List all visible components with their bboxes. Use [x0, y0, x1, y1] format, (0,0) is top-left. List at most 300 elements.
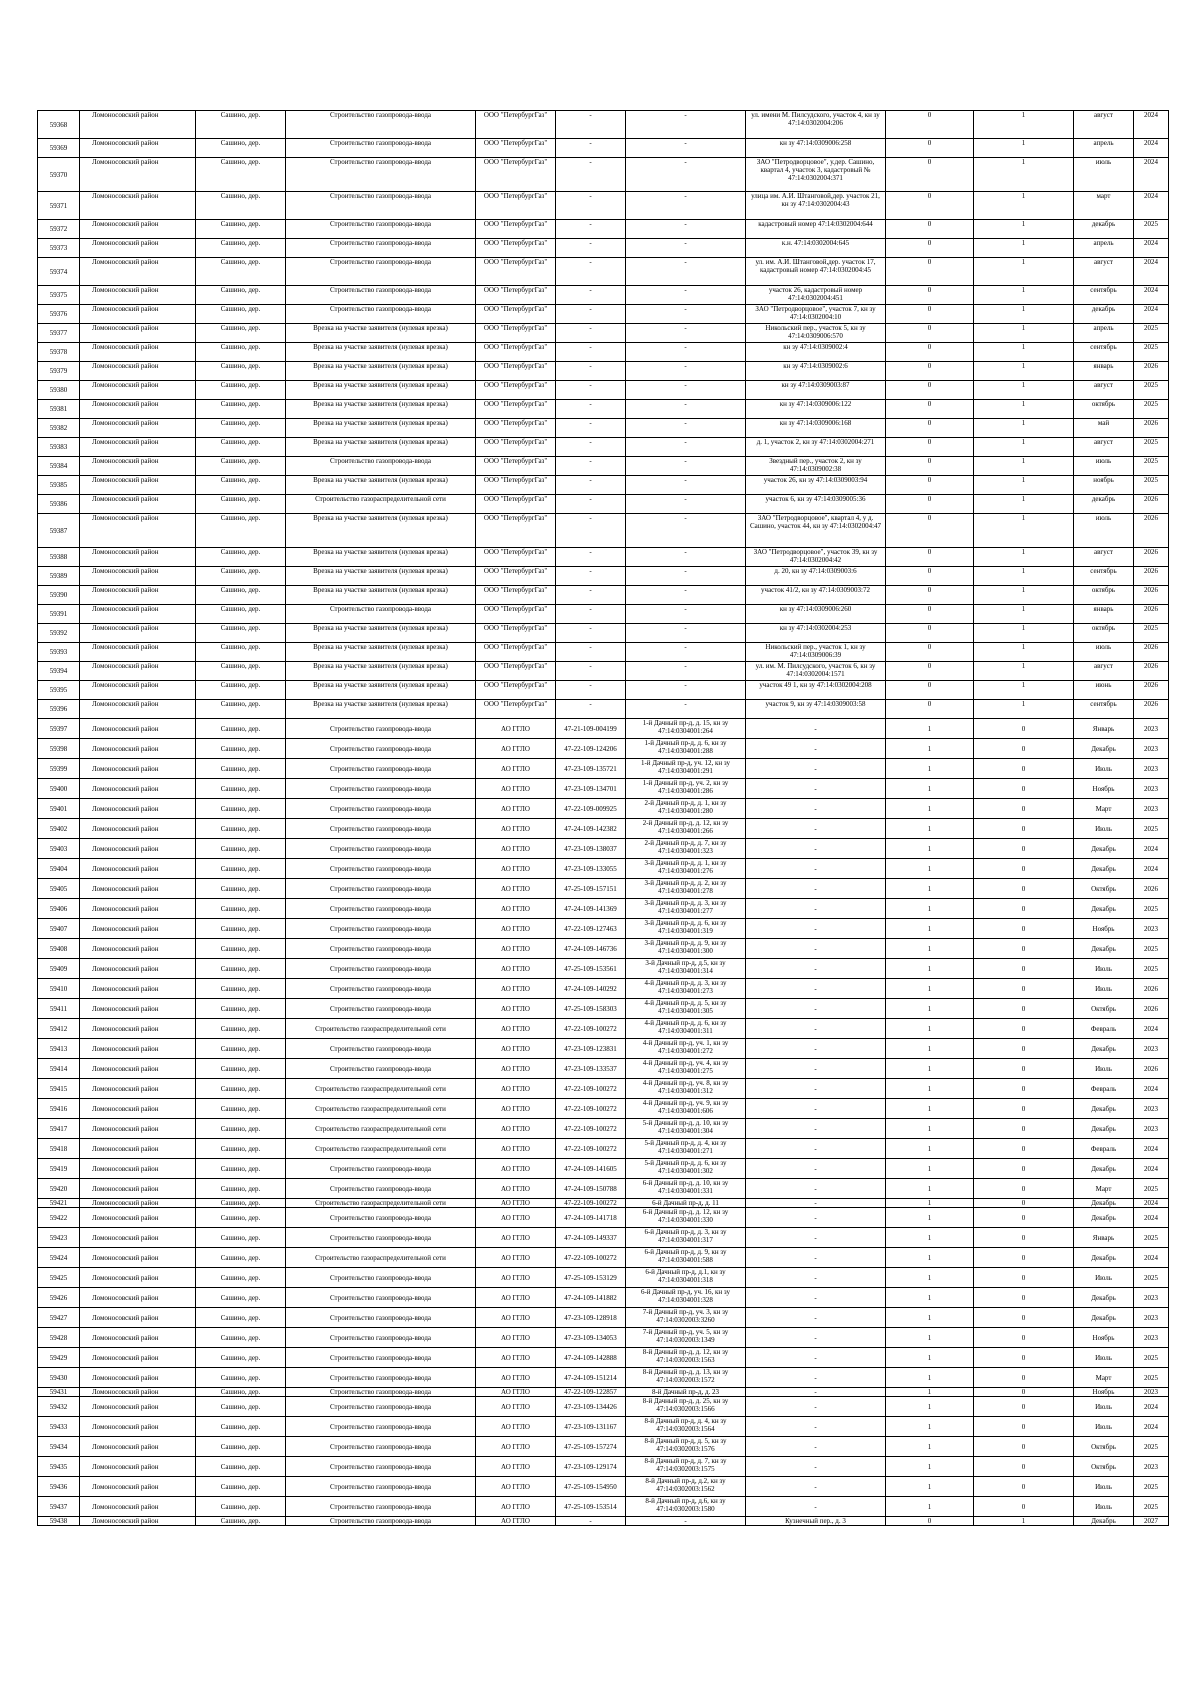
year-cell: 2024	[1134, 286, 1169, 305]
organization-cell: АО ГГЛО	[476, 1039, 556, 1059]
address-cell: 2-й Дачный пр-д, д. 1, кн зу 47:14:0304001:280	[626, 799, 746, 819]
address-cell: 6-й Дачный пр-д, д. 10, кн зу 47:14:0304001:331	[626, 1179, 746, 1199]
count-a-cell: 1	[886, 779, 974, 799]
row-id-cell: 59373	[38, 239, 80, 258]
year-cell: 2025	[1134, 1437, 1169, 1457]
count-b-cell: 0	[974, 1497, 1074, 1517]
application-code-cell: -	[556, 324, 626, 343]
address-alt-cell: -	[746, 919, 886, 939]
locality-cell: Сашино, дер.	[196, 1417, 286, 1437]
count-a-cell: 0	[886, 239, 974, 258]
year-cell: 2024	[1134, 111, 1169, 139]
address-alt-cell: к.н. 47:14:0302004:645	[746, 239, 886, 258]
table-row	[38, 1228, 1169, 1248]
application-code-cell: -	[556, 662, 626, 681]
application-code-cell: -	[556, 438, 626, 457]
count-b-cell: 0	[974, 1417, 1074, 1437]
table-row	[38, 362, 1169, 381]
count-a-cell: 0	[886, 158, 974, 192]
month-cell: Январь	[1074, 719, 1134, 739]
table-row	[38, 1288, 1169, 1308]
organization-cell: АО ГГЛО	[476, 1457, 556, 1477]
count-a-cell: 1	[886, 919, 974, 939]
count-a-cell: 1	[886, 999, 974, 1019]
application-code-cell: 47-23-109-134426	[556, 1397, 626, 1417]
organization-cell: АО ГГЛО	[476, 939, 556, 959]
address-cell: 6-й Дачный пр-д, д. 3, кн зу 47:14:0304001:317	[626, 1228, 746, 1248]
organization-cell: ООО "ПетербургГаз"	[476, 381, 556, 400]
table-row	[38, 192, 1169, 220]
count-a-cell: 0	[886, 305, 974, 324]
organization-cell: АО ГГЛО	[476, 1179, 556, 1199]
row-id-cell: 59399	[38, 759, 80, 779]
count-b-cell: 0	[974, 1388, 1074, 1397]
organization-cell: ООО "ПетербургГаз"	[476, 192, 556, 220]
locality-cell: Сашино, дер.	[196, 779, 286, 799]
year-cell: 2026	[1134, 605, 1169, 624]
district-cell: Ломоносовский район	[80, 192, 196, 220]
address-alt-cell: ЗАО "Петродворцовое", у.дер. Сашино, квартал 4, участок 3, кадастровый № 47:14:0302004:371	[746, 158, 886, 192]
work-type-cell: Строительство газопровода-ввода	[286, 192, 476, 220]
table-row	[38, 1099, 1169, 1119]
year-cell: 2026	[1134, 419, 1169, 438]
work-type-cell: Строительство газопровода-ввода	[286, 111, 476, 139]
address-alt-cell: -	[746, 799, 886, 819]
address-alt-cell: -	[746, 759, 886, 779]
month-cell: май	[1074, 419, 1134, 438]
application-code-cell: -	[556, 305, 626, 324]
address-alt-cell: участок 9, кн зу 47:14:0309003:58	[746, 700, 886, 719]
count-a-cell: 1	[886, 1457, 974, 1477]
application-code-cell: 47-24-109-141718	[556, 1208, 626, 1228]
row-id-cell: 59412	[38, 1019, 80, 1039]
row-id-cell: 59404	[38, 859, 80, 879]
month-cell: Ноябрь	[1074, 779, 1134, 799]
district-cell: Ломоносовский район	[80, 1417, 196, 1437]
table-row	[38, 1019, 1169, 1039]
locality-cell: Сашино, дер.	[196, 1437, 286, 1457]
address-cell: -	[626, 438, 746, 457]
organization-cell: ООО "ПетербургГаз"	[476, 700, 556, 719]
district-cell: Ломоносовский район	[80, 286, 196, 305]
district-cell: Ломоносовский район	[80, 239, 196, 258]
application-code-cell: -	[556, 220, 626, 239]
district-cell: Ломоносовский район	[80, 495, 196, 514]
district-cell: Ломоносовский район	[80, 1079, 196, 1099]
address-alt-cell: -	[746, 1348, 886, 1368]
locality-cell: Сашино, дер.	[196, 1517, 286, 1526]
address-cell: -	[626, 381, 746, 400]
application-code-cell: 47-22-109-100272	[556, 1079, 626, 1099]
count-a-cell: 1	[886, 1248, 974, 1268]
count-b-cell: 0	[974, 839, 1074, 859]
organization-cell: АО ГГЛО	[476, 1388, 556, 1397]
work-type-cell: Врезка на участке заявителя (нулевая врезка)	[286, 643, 476, 662]
address-cell: 3-й Дачный пр-д, д. 9, кн зу 47:14:0304001:300	[626, 939, 746, 959]
district-cell: Ломоносовский район	[80, 624, 196, 643]
locality-cell: Сашино, дер.	[196, 719, 286, 739]
district-cell: Ломоносовский район	[80, 139, 196, 158]
count-a-cell: 0	[886, 362, 974, 381]
count-b-cell: 1	[974, 567, 1074, 586]
table-row	[38, 1119, 1169, 1139]
district-cell: Ломоносовский район	[80, 1437, 196, 1457]
application-code-cell: 47-22-109-124206	[556, 739, 626, 759]
table-row	[38, 220, 1169, 239]
count-a-cell: 1	[886, 819, 974, 839]
table-row	[38, 719, 1169, 739]
address-cell: -	[626, 239, 746, 258]
organization-cell: ООО "ПетербургГаз"	[476, 624, 556, 643]
row-id-cell: 59370	[38, 158, 80, 192]
address-cell: -	[626, 400, 746, 419]
count-b-cell: 0	[974, 799, 1074, 819]
table-row	[38, 1417, 1169, 1437]
work-type-cell: Строительство газораспределительной сети	[286, 495, 476, 514]
district-cell: Ломоносовский район	[80, 1208, 196, 1228]
work-type-cell: Строительство газопровода-ввода	[286, 779, 476, 799]
table-row	[38, 624, 1169, 643]
row-id-cell: 59384	[38, 457, 80, 476]
organization-cell: ООО "ПетербургГаз"	[476, 586, 556, 605]
organization-cell: АО ГГЛО	[476, 899, 556, 919]
address-alt-cell: -	[746, 899, 886, 919]
address-alt-cell: д. 20, кн зу 47:14:0309003:6	[746, 567, 886, 586]
year-cell: 2023	[1134, 1308, 1169, 1328]
application-code-cell: -	[556, 605, 626, 624]
count-b-cell: 1	[974, 419, 1074, 438]
application-code-cell: -	[556, 111, 626, 139]
table-row	[38, 1248, 1169, 1268]
address-cell: -	[626, 662, 746, 681]
row-id-cell: 59372	[38, 220, 80, 239]
application-code-cell: 47-24-109-141369	[556, 899, 626, 919]
table-row	[38, 879, 1169, 899]
row-id-cell: 59403	[38, 839, 80, 859]
locality-cell: Сашино, дер.	[196, 939, 286, 959]
work-type-cell: Строительство газопровода-ввода	[286, 839, 476, 859]
count-b-cell: 1	[974, 111, 1074, 139]
count-b-cell: 0	[974, 1199, 1074, 1208]
address-cell: -	[626, 624, 746, 643]
address-cell: 1-й Дачный пр-д, уч. 2, кн зу 47:14:0304001:286	[626, 779, 746, 799]
address-alt-cell: -	[746, 739, 886, 759]
table-row	[38, 286, 1169, 305]
table-row	[38, 567, 1169, 586]
row-id-cell: 59433	[38, 1417, 80, 1437]
year-cell: 2024	[1134, 1208, 1169, 1228]
row-id-cell: 59437	[38, 1497, 80, 1517]
work-type-cell: Строительство газопровода-ввода	[286, 939, 476, 959]
address-alt-cell: -	[746, 1119, 886, 1139]
address-cell: -	[626, 1517, 746, 1526]
locality-cell: Сашино, дер.	[196, 586, 286, 605]
year-cell: 2023	[1134, 779, 1169, 799]
work-type-cell: Строительство газопровода-ввода	[286, 1388, 476, 1397]
row-id-cell: 59434	[38, 1437, 80, 1457]
table-row	[38, 779, 1169, 799]
address-cell: 8-й Дачный пр-д, д.2, кн зу 47:14:0302003:1562	[626, 1477, 746, 1497]
row-id-cell: 59381	[38, 400, 80, 419]
address-alt-cell: -	[746, 719, 886, 739]
locality-cell: Сашино, дер.	[196, 158, 286, 192]
address-alt-cell: кн зу 47:14:0309003:87	[746, 381, 886, 400]
address-alt-cell: -	[746, 1019, 886, 1039]
count-b-cell: 1	[974, 158, 1074, 192]
table-row	[38, 111, 1169, 139]
count-a-cell: 1	[886, 839, 974, 859]
organization-cell: АО ГГЛО	[476, 1517, 556, 1526]
count-a-cell: 0	[886, 324, 974, 343]
count-a-cell: 0	[886, 220, 974, 239]
row-id-cell: 59368	[38, 111, 80, 139]
count-a-cell: 0	[886, 548, 974, 567]
district-cell: Ломоносовский район	[80, 899, 196, 919]
work-type-cell: Врезка на участке заявителя (нулевая врезка)	[286, 400, 476, 419]
work-type-cell: Врезка на участке заявителя (нулевая врезка)	[286, 381, 476, 400]
year-cell: 2024	[1134, 192, 1169, 220]
month-cell: март	[1074, 192, 1134, 220]
row-id-cell: 59430	[38, 1368, 80, 1388]
organization-cell: ООО "ПетербургГаз"	[476, 220, 556, 239]
address-alt-cell: ЗАО "Петродворцовое", участок 7, кн зу 47:14:0302004:10	[746, 305, 886, 324]
table-row	[38, 457, 1169, 476]
row-id-cell: 59416	[38, 1099, 80, 1119]
address-alt-cell: -	[746, 1059, 886, 1079]
address-alt-cell: Никольский пер., участок 5, кн зу 47:14:0309006:570	[746, 324, 886, 343]
month-cell: Июль	[1074, 1268, 1134, 1288]
address-alt-cell: участок 49 1, кн зу 47:14:0302004:208	[746, 681, 886, 700]
count-a-cell: 1	[886, 1308, 974, 1328]
count-b-cell: 0	[974, 979, 1074, 999]
work-type-cell: Строительство газораспределительной сети	[286, 1199, 476, 1208]
application-code-cell: -	[556, 381, 626, 400]
organization-cell: АО ГГЛО	[476, 1099, 556, 1119]
organization-cell: ООО "ПетербургГаз"	[476, 438, 556, 457]
address-alt-cell: -	[746, 979, 886, 999]
row-id-cell: 59419	[38, 1159, 80, 1179]
organization-cell: ООО "ПетербургГаз"	[476, 514, 556, 548]
locality-cell: Сашино, дер.	[196, 819, 286, 839]
table-row	[38, 1328, 1169, 1348]
month-cell: Декабрь	[1074, 739, 1134, 759]
address-cell: -	[626, 111, 746, 139]
organization-cell: АО ГГЛО	[476, 1079, 556, 1099]
count-a-cell: 1	[886, 1099, 974, 1119]
district-cell: Ломоносовский район	[80, 999, 196, 1019]
year-cell: 2024	[1134, 139, 1169, 158]
locality-cell: Сашино, дер.	[196, 419, 286, 438]
locality-cell: Сашино, дер.	[196, 1308, 286, 1328]
count-b-cell: 1	[974, 662, 1074, 681]
application-code-cell: 47-25-109-158303	[556, 999, 626, 1019]
year-cell: 2025	[1134, 476, 1169, 495]
locality-cell: Сашино, дер.	[196, 681, 286, 700]
row-id-cell: 59387	[38, 514, 80, 548]
organization-cell: ООО "ПетербургГаз"	[476, 419, 556, 438]
application-code-cell: 47-25-109-153561	[556, 959, 626, 979]
organization-cell: АО ГГЛО	[476, 979, 556, 999]
month-cell: Июль	[1074, 819, 1134, 839]
year-cell: 2024	[1134, 258, 1169, 286]
table-row	[38, 662, 1169, 681]
district-cell: Ломоносовский район	[80, 1517, 196, 1526]
locality-cell: Сашино, дер.	[196, 879, 286, 899]
count-b-cell: 1	[974, 192, 1074, 220]
count-b-cell: 0	[974, 1099, 1074, 1119]
count-a-cell: 0	[886, 438, 974, 457]
address-alt-cell: -	[746, 1368, 886, 1388]
organization-cell: ООО "ПетербургГаз"	[476, 343, 556, 362]
count-a-cell: 1	[886, 1268, 974, 1288]
row-id-cell: 59371	[38, 192, 80, 220]
year-cell: 2024	[1134, 158, 1169, 192]
address-cell: 8-й Дачный пр-д, д. 13, кн зу 47:14:0302003:1572	[626, 1368, 746, 1388]
table-row	[38, 605, 1169, 624]
month-cell: август	[1074, 662, 1134, 681]
application-code-cell: -	[556, 239, 626, 258]
table-body	[38, 111, 1169, 1526]
table-row	[38, 939, 1169, 959]
address-alt-cell: Никольский пер., участок 1, кн зу 47:14:0309006:39	[746, 643, 886, 662]
address-alt-cell: кн зу 47:14:0309002:6	[746, 362, 886, 381]
row-id-cell: 59378	[38, 343, 80, 362]
row-id-cell: 59423	[38, 1228, 80, 1248]
year-cell: 2025	[1134, 1348, 1169, 1368]
month-cell: сентябрь	[1074, 286, 1134, 305]
month-cell: Декабрь	[1074, 1288, 1134, 1308]
organization-cell: АО ГГЛО	[476, 1368, 556, 1388]
year-cell: 2026	[1134, 1059, 1169, 1079]
table-row	[38, 999, 1169, 1019]
district-cell: Ломоносовский район	[80, 400, 196, 419]
application-code-cell: -	[556, 192, 626, 220]
month-cell: август	[1074, 258, 1134, 286]
row-id-cell: 59369	[38, 139, 80, 158]
locality-cell: Сашино, дер.	[196, 899, 286, 919]
month-cell: Июль	[1074, 959, 1134, 979]
district-cell: Ломоносовский район	[80, 567, 196, 586]
district-cell: Ломоносовский район	[80, 1397, 196, 1417]
address-cell: -	[626, 681, 746, 700]
organization-cell: АО ГГЛО	[476, 1308, 556, 1328]
year-cell: 2025	[1134, 1268, 1169, 1288]
row-id-cell: 59405	[38, 879, 80, 899]
organization-cell: ООО "ПетербургГаз"	[476, 605, 556, 624]
organization-cell: ООО "ПетербургГаз"	[476, 681, 556, 700]
count-b-cell: 0	[974, 1179, 1074, 1199]
locality-cell: Сашино, дер.	[196, 1457, 286, 1477]
month-cell: Декабрь	[1074, 1099, 1134, 1119]
address-cell: 8-й Дачный пр-д, д. 25, кн зу 47:14:0302003:1566	[626, 1397, 746, 1417]
organization-cell: АО ГГЛО	[476, 1477, 556, 1497]
address-cell: 1-й Дачный пр-д, д. 15, кн зу 47:14:0304001:264	[626, 719, 746, 739]
count-b-cell: 1	[974, 605, 1074, 624]
row-id-cell: 59428	[38, 1328, 80, 1348]
count-a-cell: 0	[886, 567, 974, 586]
locality-cell: Сашино, дер.	[196, 1139, 286, 1159]
organization-cell: ООО "ПетербургГаз"	[476, 643, 556, 662]
table-row	[38, 1208, 1169, 1228]
count-b-cell: 1	[974, 1517, 1074, 1526]
work-type-cell: Строительство газопровода-ввода	[286, 605, 476, 624]
count-b-cell: 1	[974, 362, 1074, 381]
address-alt-cell: кн зу 47:14:0309002:4	[746, 343, 886, 362]
year-cell: 2026	[1134, 999, 1169, 1019]
year-cell: 2024	[1134, 1397, 1169, 1417]
count-b-cell: 0	[974, 999, 1074, 1019]
application-code-cell: 47-22-109-127463	[556, 919, 626, 939]
count-a-cell: 1	[886, 939, 974, 959]
locality-cell: Сашино, дер.	[196, 286, 286, 305]
organization-cell: ООО "ПетербургГаз"	[476, 548, 556, 567]
district-cell: Ломоносовский район	[80, 643, 196, 662]
month-cell: Октябрь	[1074, 1457, 1134, 1477]
address-alt-cell: кн зу 47:14:0309006:260	[746, 605, 886, 624]
table-row	[38, 1199, 1169, 1208]
count-b-cell: 0	[974, 879, 1074, 899]
count-b-cell: 0	[974, 1119, 1074, 1139]
address-cell: 4-й Дачный пр-д, д. 6, кн зу 47:14:0304001:311	[626, 1019, 746, 1039]
locality-cell: Сашино, дер.	[196, 1079, 286, 1099]
table-row	[38, 1437, 1169, 1457]
table-row	[38, 1059, 1169, 1079]
application-code-cell: -	[556, 495, 626, 514]
application-code-cell: 47-23-109-131167	[556, 1417, 626, 1437]
count-a-cell: 1	[886, 1019, 974, 1039]
locality-cell: Сашино, дер.	[196, 324, 286, 343]
locality-cell: Сашино, дер.	[196, 1497, 286, 1517]
work-type-cell: Строительство газопровода-ввода	[286, 239, 476, 258]
row-id-cell: 59411	[38, 999, 80, 1019]
locality-cell: Сашино, дер.	[196, 343, 286, 362]
year-cell: 2023	[1134, 919, 1169, 939]
address-alt-cell: ЗАО "Петродворцовое", участок 39, кн зу 47:14:0302004:42	[746, 548, 886, 567]
district-cell: Ломоносовский район	[80, 158, 196, 192]
count-a-cell: 1	[886, 719, 974, 739]
locality-cell: Сашино, дер.	[196, 1268, 286, 1288]
work-type-cell: Строительство газопровода-ввода	[286, 1417, 476, 1437]
row-id-cell: 59429	[38, 1348, 80, 1368]
table-row	[38, 381, 1169, 400]
row-id-cell: 59438	[38, 1517, 80, 1526]
count-b-cell: 0	[974, 1457, 1074, 1477]
work-type-cell: Строительство газопровода-ввода	[286, 220, 476, 239]
application-code-cell: 47-22-109-100272	[556, 1139, 626, 1159]
locality-cell: Сашино, дер.	[196, 1199, 286, 1208]
address-cell: 6-й Дачный пр-д, д. 12, кн зу 47:14:0304001:330	[626, 1208, 746, 1228]
document-page	[37, 110, 1168, 1526]
data-table	[37, 110, 1169, 1526]
count-b-cell: 0	[974, 1397, 1074, 1417]
organization-cell: АО ГГЛО	[476, 839, 556, 859]
organization-cell: АО ГГЛО	[476, 959, 556, 979]
district-cell: Ломоносовский район	[80, 1248, 196, 1268]
locality-cell: Сашино, дер.	[196, 192, 286, 220]
locality-cell: Сашино, дер.	[196, 739, 286, 759]
organization-cell: АО ГГЛО	[476, 719, 556, 739]
organization-cell: АО ГГЛО	[476, 1437, 556, 1457]
address-alt-cell: -	[746, 1248, 886, 1268]
locality-cell: Сашино, дер.	[196, 362, 286, 381]
address-cell: -	[626, 643, 746, 662]
work-type-cell: Строительство газопровода-ввода	[286, 1288, 476, 1308]
address-alt-cell: -	[746, 1437, 886, 1457]
month-cell: Июль	[1074, 979, 1134, 999]
locality-cell: Сашино, дер.	[196, 111, 286, 139]
address-alt-cell: -	[746, 1079, 886, 1099]
month-cell: Ноябрь	[1074, 919, 1134, 939]
